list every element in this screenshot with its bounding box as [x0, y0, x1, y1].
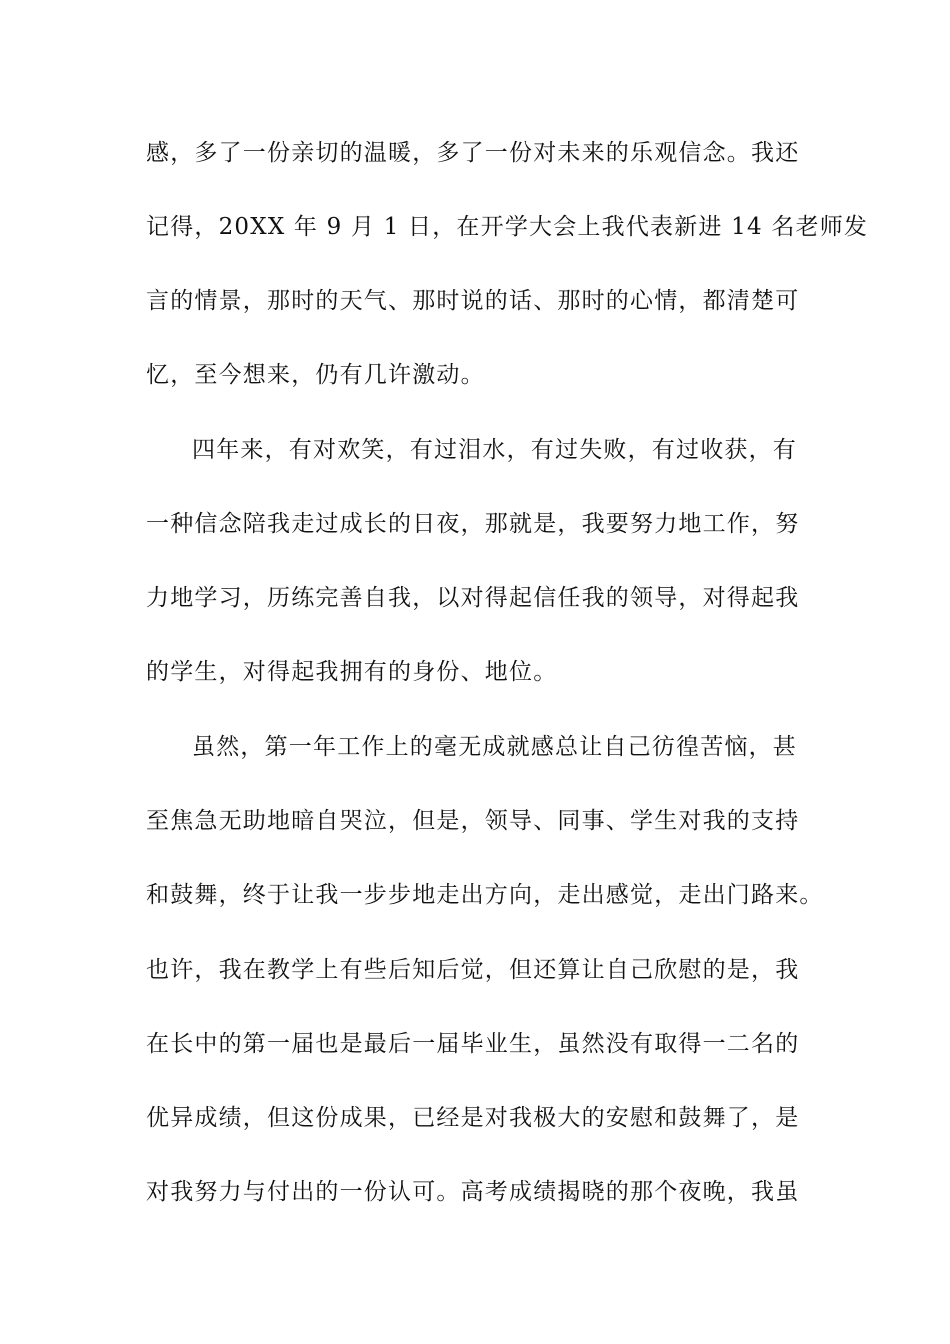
text-line: 的学生，对得起我拥有的身份、地位。 — [146, 659, 558, 685]
text-line: 一种信念陪我走过成长的日夜，那就是，我要努力地工作，努 — [146, 511, 800, 537]
text-line: 感，多了一份亲切的温暖，多了一份对未来的乐观信念。我还 — [146, 140, 800, 166]
text-line: 也许，我在教学上有些后知后觉，但还算让自己欣慰的是，我 — [146, 957, 800, 983]
paragraph-first-line: 虽然，第一年工作上的毫无成就感总让自己彷徨苦恼，甚 — [192, 734, 797, 760]
text-line: 忆，至今想来，仍有几许激动。 — [146, 362, 485, 388]
text-line: 和鼓舞，终于让我一步步地走出方向，走出感觉，走出门路来。 — [146, 882, 824, 908]
text-line: 记得，20XX 年 9 月 1 日，在开学大会上我代表新进 14 名老师发 — [146, 214, 869, 240]
text-line: 力地学习，历练完善自我，以对得起信任我的领导，对得起我 — [146, 585, 800, 611]
text-line: 优异成绩，但这份成果，已经是对我极大的安慰和鼓舞了，是 — [146, 1105, 800, 1131]
paragraph-first-line: 四年来，有对欢笑，有过泪水，有过失败，有过收获，有 — [192, 437, 797, 463]
text-line: 在长中的第一届也是最后一届毕业生，虽然没有取得一二名的 — [146, 1031, 800, 1057]
text-line: 至焦急无助地暗自哭泣，但是，领导、同事、学生对我的支持 — [146, 808, 800, 834]
text-line: 对我努力与付出的一份认可。高考成绩揭晓的那个夜晚，我虽 — [146, 1179, 800, 1205]
text-line: 言的情景，那时的天气、那时说的话、那时的心情，都清楚可 — [146, 288, 800, 314]
